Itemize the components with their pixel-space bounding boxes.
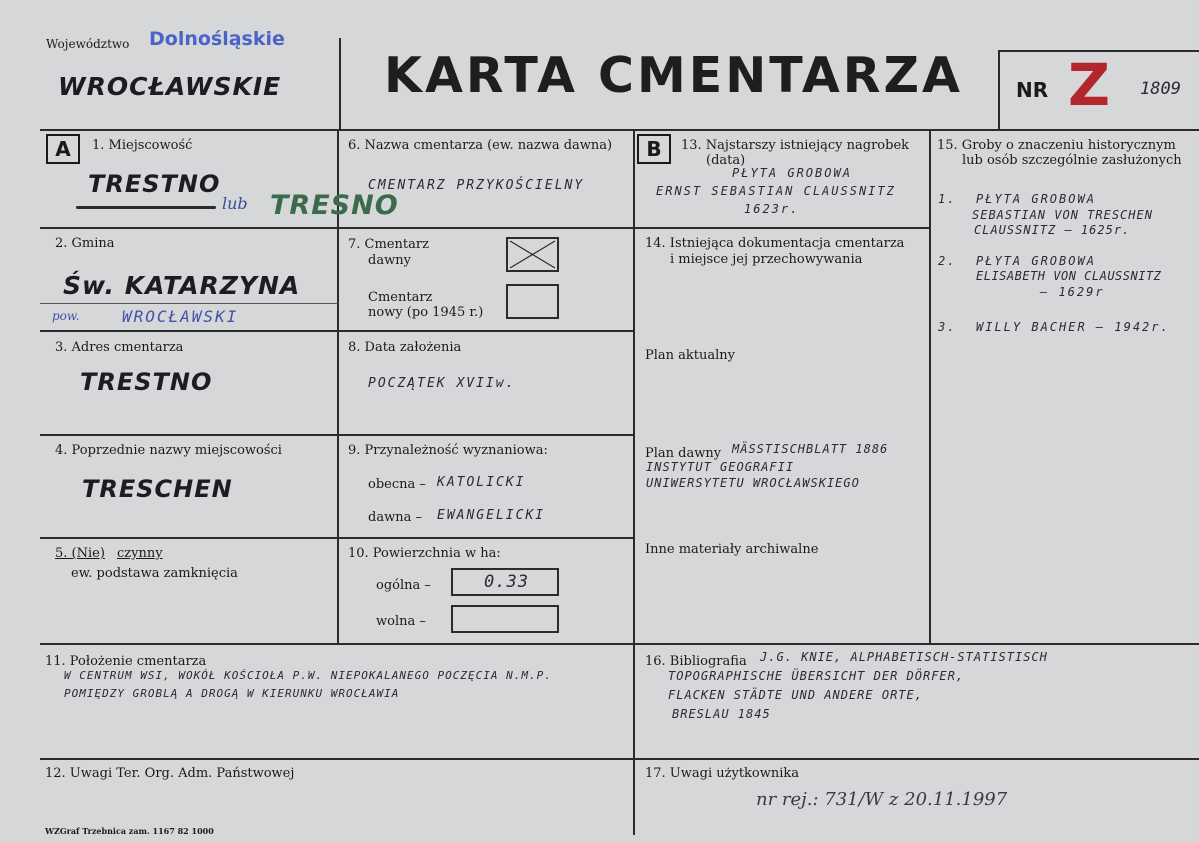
field-13-value-line1: PŁYTA GROBOWA xyxy=(732,166,852,180)
divider-c2-row2 xyxy=(338,330,634,332)
field-6-value: CMENTARZ PRZYKOŚCIELNY xyxy=(368,178,585,193)
field-1-value: TRESTNO xyxy=(88,170,221,198)
nr-label: NR xyxy=(1016,78,1049,102)
field-16-line4: BRESLAU 1845 xyxy=(672,707,771,721)
divider-col3-right xyxy=(929,130,931,643)
divider-a-row3 xyxy=(40,434,338,436)
plan-dawny-line2: INSTYTUT GEOGRAFII xyxy=(646,460,795,474)
field-9-obecna-label: obecna – xyxy=(368,477,426,492)
grave-1-line1: PŁYTA GROBOWA xyxy=(976,192,1096,206)
field-2-value: Św. KATARZYNA xyxy=(63,271,301,300)
field-11-line2: POMIĘDZY GROBLĄ A DROGĄ W KIERUNKU WROCŁAWIA xyxy=(64,687,400,700)
grave-1-line3: CLAUSSNITZ – 1625r. xyxy=(974,223,1131,237)
field-5-label-czynny: czynny xyxy=(117,546,163,561)
field-16-label: 16. Bibliografia xyxy=(645,654,747,669)
divider-c2-row4 xyxy=(338,537,634,539)
field-8-label: 8. Data założenia xyxy=(348,340,462,355)
field-9-dawna-label: dawna – xyxy=(368,510,422,525)
field-10-ogolna-value: 0.33 xyxy=(484,572,529,592)
wojewodztwo-handwritten: WROCŁAWSKIE xyxy=(58,72,282,101)
field-7-new-line2: nowy (po 1945 r.) xyxy=(368,305,484,320)
field-10-wolna-box[interactable] xyxy=(451,605,559,633)
field-3-value: TRESTNO xyxy=(80,368,213,396)
field-14-label-line2: i miejsce jej przechowywania xyxy=(670,252,863,267)
field-5-sub: ew. podstawa zamknięcia xyxy=(71,566,238,581)
field-8-value: POCZĄTEK XVIIw. xyxy=(368,376,516,391)
field-4-label: 4. Poprzednie nazwy miejscowości xyxy=(55,443,282,458)
divider-c2-row1 xyxy=(338,227,634,229)
plan-dawny-line1: MÄSSTISCHBLATT 1886 xyxy=(732,442,889,456)
divider-b-row1 xyxy=(634,227,930,229)
inne-materialy-label: Inne materiały archiwalne xyxy=(645,542,819,557)
divider-c2-row3 xyxy=(338,434,634,436)
divider-mid-horizontal xyxy=(40,643,1199,645)
field-13-label-line1: 13. Najstarszy istniejący nagrobek xyxy=(681,138,910,153)
field-10-wolna-label: wolna – xyxy=(376,614,426,629)
field-7-label-line2: dawny xyxy=(368,253,411,268)
field-9-label: 9. Przynależność wyznaniowa: xyxy=(348,443,548,458)
field-10-label: 10. Powierzchnia w ha: xyxy=(348,546,501,561)
field-2-pow-value: WROCŁAWSKI xyxy=(122,307,239,326)
divider-col2-right xyxy=(633,130,635,835)
grave-1-num: 1. xyxy=(938,192,957,206)
grave-2-num: 2. xyxy=(938,254,957,268)
grave-2-line3: – 1629r xyxy=(1040,285,1105,299)
field-1-alt: TRESNO xyxy=(270,190,399,221)
section-b-letter: B xyxy=(637,134,671,164)
field-4-value: TRESCHEN xyxy=(82,475,233,503)
grave-3-line1: WILLY BACHER – 1942r. xyxy=(976,320,1170,334)
field-1-lub: lub xyxy=(222,194,248,213)
divider-bottom-horizontal xyxy=(40,758,1199,760)
field-9-obecna-value: KATOLICKI xyxy=(437,475,526,490)
field-15-label-line1: 15. Groby o znaczeniu historycznym xyxy=(937,138,1176,153)
grave-2-line2: ELISABETH VON CLAUSSNITZ xyxy=(976,269,1162,283)
field-13-label-line2: (data) xyxy=(706,153,746,168)
grave-3-num: 3. xyxy=(938,320,957,334)
field-2-label: 2. Gmina xyxy=(55,236,115,251)
page-title: KARTA CMENTARZA xyxy=(384,47,963,104)
wojewodztwo-stamp: Dolnośląskie xyxy=(149,28,285,50)
field-1-label: 1. Miejscowość xyxy=(92,138,193,153)
field-16-line3: FLACKEN STÄDTE UND ANDERE ORTE, xyxy=(668,688,923,702)
field-13-value-line3: 1623r. xyxy=(744,202,800,216)
plan-dawny-line3: UNIWERSYTETU WROCŁAWSKIEGO xyxy=(646,476,860,490)
divider-a-row4 xyxy=(40,537,338,539)
divider-a-row1 xyxy=(40,227,338,229)
divider-a-row2 xyxy=(40,330,338,332)
field-1-underline xyxy=(76,206,216,209)
field-17-value: nr rej.: 731/W z 20.11.1997 xyxy=(756,789,1008,810)
section-a-letter: A xyxy=(46,134,80,164)
plan-aktualny-label: Plan aktualny xyxy=(645,348,736,363)
field-5-label-nie: 5. (Nie) xyxy=(55,546,105,561)
field-3-label: 3. Adres cmentarza xyxy=(55,340,184,355)
field-6-label: 6. Nazwa cmentarza (ew. nazwa dawna) xyxy=(348,138,613,153)
field-2-underline xyxy=(40,303,338,304)
field-7-old-checkbox[interactable] xyxy=(506,237,559,272)
printer-imprint: WZGraf Trzebnica zam. 1167 82 1000 xyxy=(45,826,214,836)
field-14-label-line1: 14. Istniejąca dokumentacja cmentarza xyxy=(645,236,905,251)
field-16-line1: J.G. KNIE, ALPHABETISCH-STATISTISCH xyxy=(760,650,1048,664)
field-13-value-line2: ERNST SEBASTIAN CLAUSSNITZ xyxy=(656,184,896,198)
plan-dawny-label: Plan dawny xyxy=(645,446,722,461)
nr-number: 1809 xyxy=(1140,79,1181,99)
field-17-label: 17. Uwagi użytkownika xyxy=(645,766,800,781)
nr-letter: Z xyxy=(1068,51,1111,119)
field-7-new-checkbox[interactable] xyxy=(506,284,559,319)
field-2-pow-label: pow. xyxy=(52,309,80,323)
checkbox-x-mark-icon xyxy=(508,239,557,270)
wojewodztwo-label: Województwo xyxy=(46,37,130,51)
grave-1-line2: SEBASTIAN VON TRESCHEN xyxy=(972,208,1153,222)
divider-header-vertical xyxy=(339,38,341,130)
field-7-label-line1: 7. Cmentarz xyxy=(348,237,429,252)
field-9-dawna-value: EWANGELICKI xyxy=(437,508,546,523)
field-7-new-line1: Cmentarz xyxy=(368,290,433,305)
field-12-label: 12. Uwagi Ter. Org. Adm. Państwowej xyxy=(45,766,295,781)
field-10-ogolna-label: ogólna – xyxy=(376,578,431,593)
field-15-label-line2: lub osób szczególnie zasłużonych xyxy=(962,153,1182,168)
field-16-line2: TOPOGRAPHISCHE ÜBERSICHT DER DÖRFER, xyxy=(668,669,965,683)
grave-2-line1: PŁYTA GROBOWA xyxy=(976,254,1096,268)
field-11-line1: W CENTRUM WSI, WOKÓŁ KOŚCIOŁA P.W. NIEPOKALANEGO POCZĘCIA N.M.P. xyxy=(64,669,552,682)
field-11-label: 11. Położenie cmentarza xyxy=(45,654,207,669)
